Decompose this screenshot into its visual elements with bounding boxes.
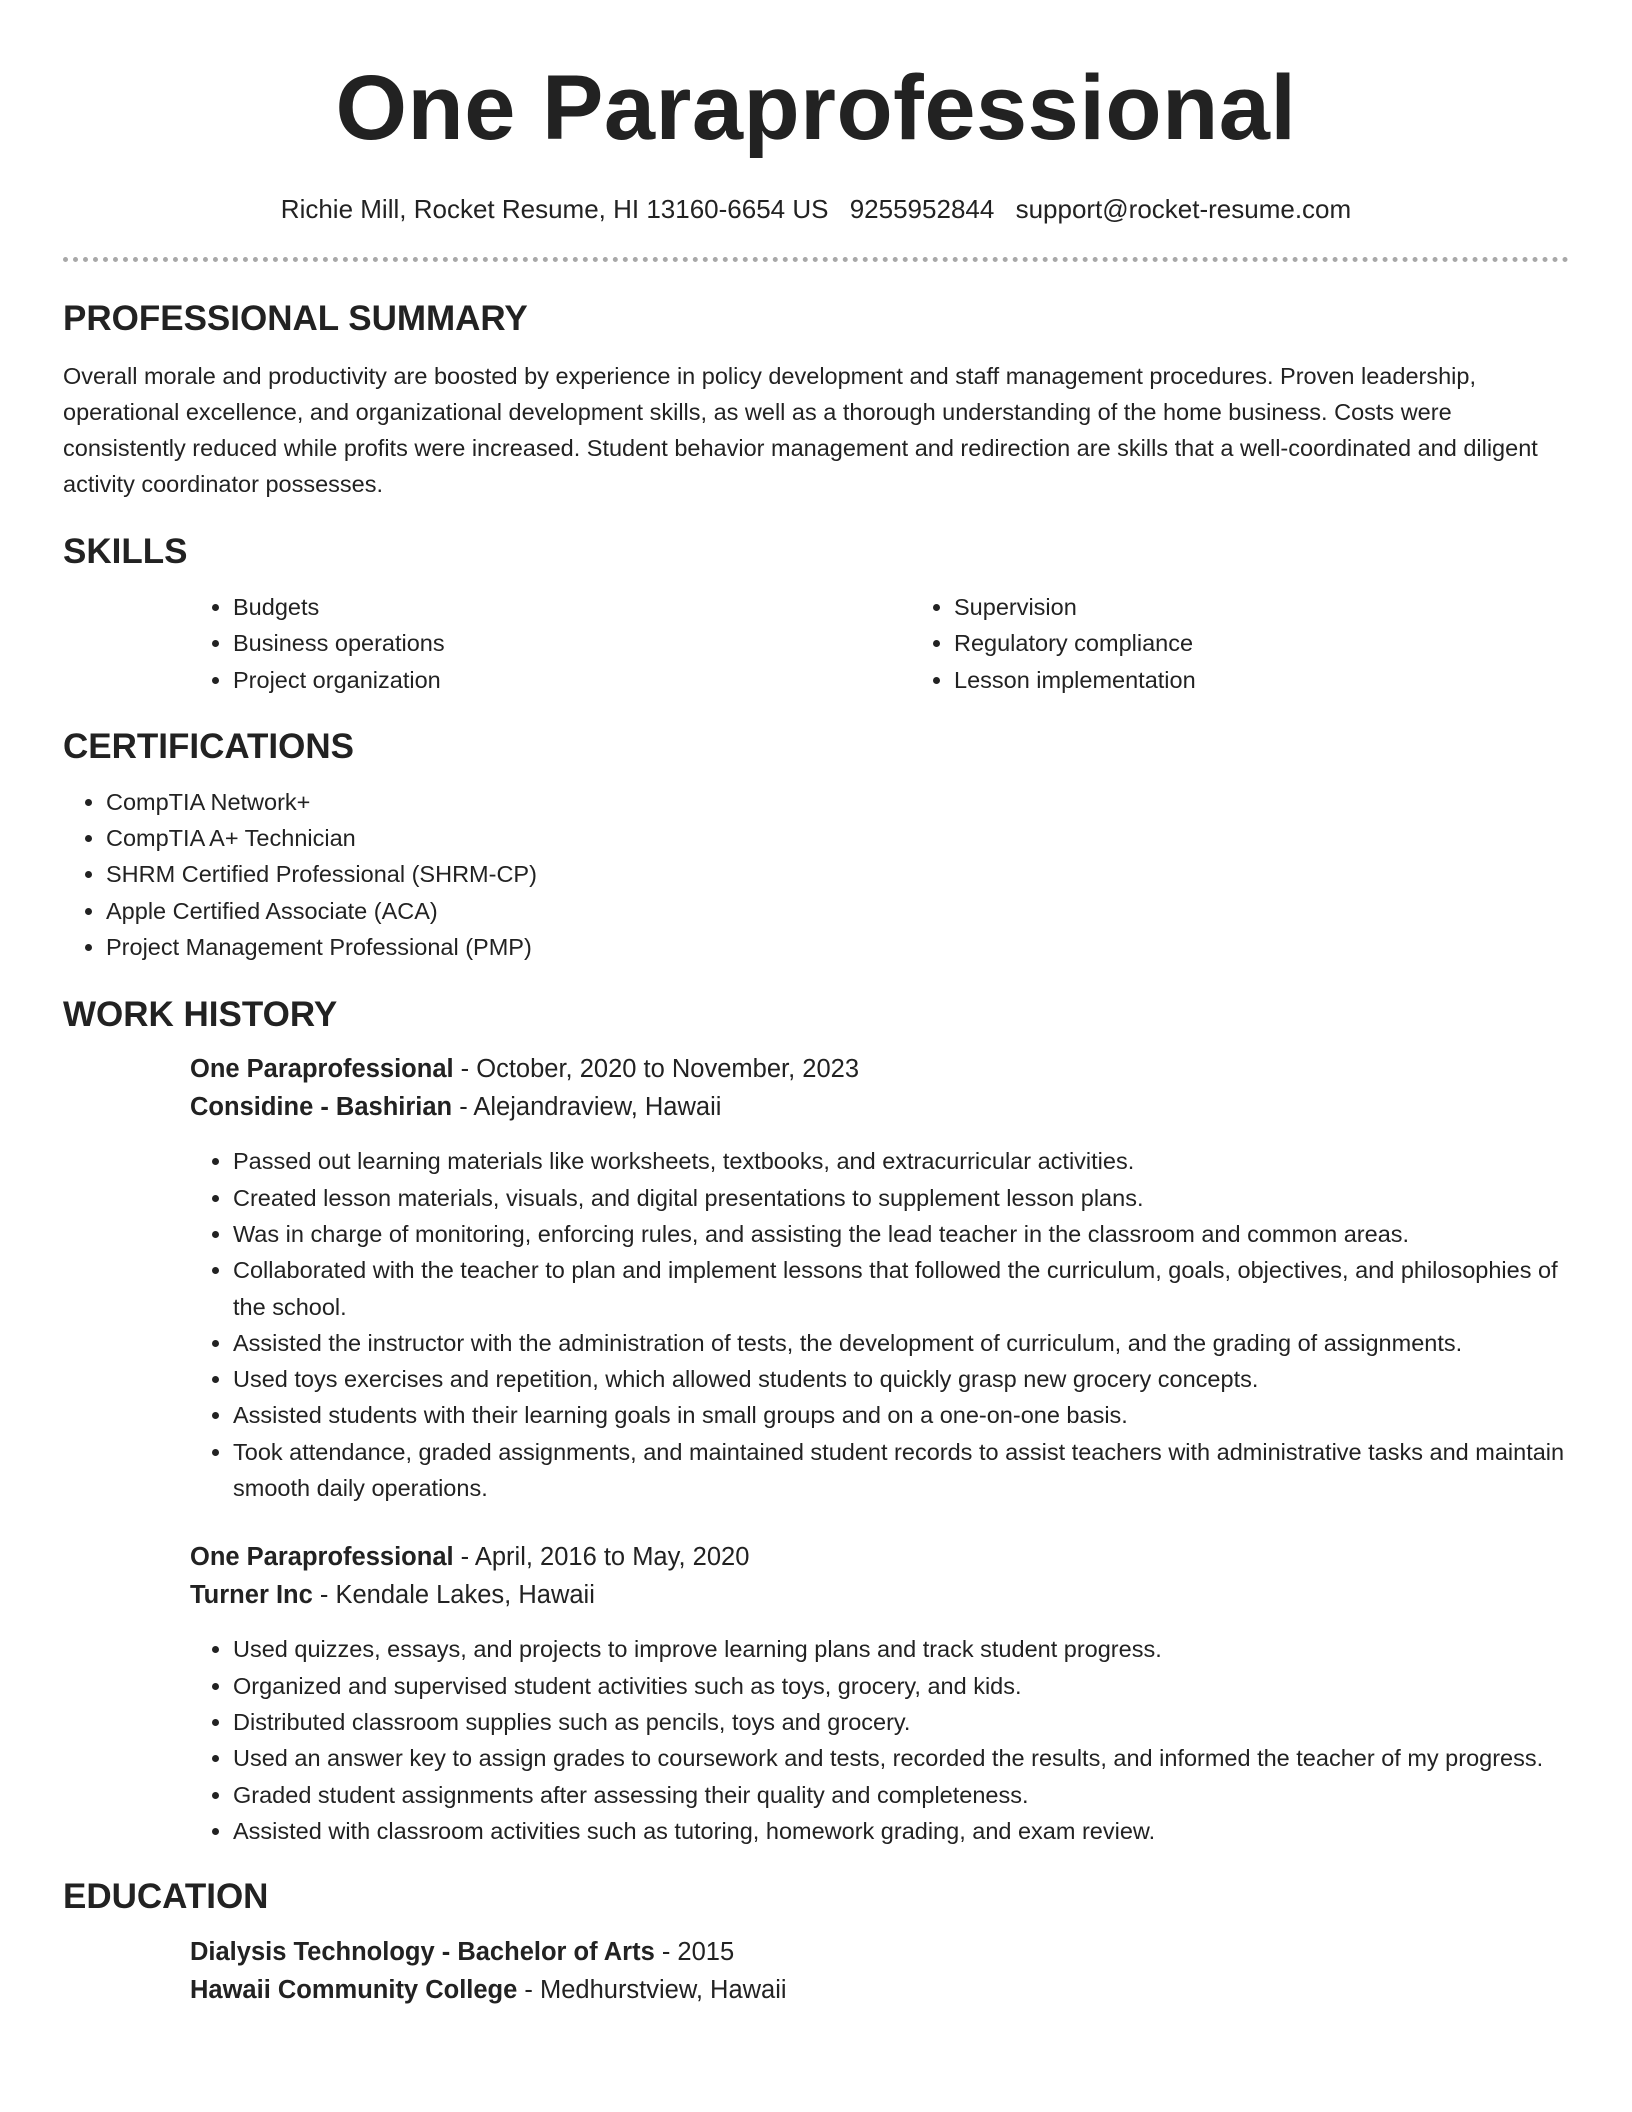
summary-section bbox=[63, 299, 1569, 502]
job-title-line bbox=[190, 1050, 1569, 1088]
job-company-line bbox=[190, 1576, 1569, 1614]
work-history-section bbox=[63, 995, 1569, 1849]
skill-item: • Business operations bbox=[233, 625, 911, 661]
job-company-line bbox=[190, 1088, 1569, 1126]
job-bullet: • Collaborated with the teacher to plan and implement lessons that followed the curriculum, goals, objectives, and philosophies of the school. bbox=[233, 1252, 1569, 1325]
certification-item: • CompTIA Network+ bbox=[106, 784, 1569, 820]
skills-right-list bbox=[911, 589, 1632, 698]
school-location: - Medhurstview, Hawaii bbox=[517, 1976, 787, 2005]
school-line bbox=[190, 1971, 1569, 2009]
job-company: Considine - Bashirian bbox=[190, 1093, 453, 1122]
phone: 9255952844 bbox=[849, 194, 995, 224]
job-bullet: • Created lesson materials, visuals, and digital presentations to supplement lesson plans. bbox=[233, 1180, 1569, 1216]
job-bullet: • Took attendance, graded assignments, and maintained student records to assist teachers with administrative tasks and maintain smooth daily operations. bbox=[233, 1434, 1569, 1507]
skills-grid bbox=[190, 589, 1569, 698]
skill-item: • Lesson implementation bbox=[954, 662, 1632, 698]
job-bullet: • Graded student assignments after assessing their quality and completeness. bbox=[233, 1777, 1569, 1813]
job-bullet: • Used an answer key to assign grades to coursework and tests, recorded the results, and informed the teacher of my progress. bbox=[233, 1740, 1569, 1776]
skill-item: • Regulatory compliance bbox=[954, 625, 1632, 661]
certification-item: • SHRM Certified Professional (SHRM-CP) bbox=[106, 856, 1569, 892]
school-name: Hawaii Community College bbox=[190, 1976, 518, 2005]
skill-item: • Supervision bbox=[954, 589, 1632, 625]
graduation-year: - 2015 bbox=[654, 1938, 735, 1967]
job-bullets bbox=[190, 1631, 1569, 1849]
job-bullets bbox=[190, 1143, 1569, 1506]
certifications-list bbox=[63, 784, 1569, 965]
job-bullet: • Distributed classroom supplies such as pencils, toys and grocery. bbox=[233, 1704, 1569, 1740]
certifications-title: CERTIFICATIONS bbox=[63, 726, 355, 766]
job-bullet: • Assisted with classroom activities such as tutoring, homework grading, and exam review. bbox=[233, 1813, 1569, 1849]
certifications-section bbox=[63, 727, 1569, 965]
job-company: Turner Inc bbox=[190, 1581, 313, 1610]
skills-title: SKILLS bbox=[63, 532, 188, 571]
email: support@rocket-resume.com bbox=[1015, 194, 1352, 224]
skill-item: • Budgets bbox=[233, 589, 911, 625]
contact-line bbox=[63, 194, 1569, 224]
job-title-line bbox=[190, 1538, 1569, 1576]
degree: Dialysis Technology - Bachelor of Arts bbox=[190, 1938, 655, 1967]
job-role: One Paraprofessional bbox=[190, 1543, 454, 1572]
degree-line bbox=[190, 1933, 1569, 1971]
job-location: - Kendale Lakes, Hawaii bbox=[312, 1581, 595, 1610]
job-entry bbox=[190, 1538, 1569, 1849]
job-dates: - October, 2020 to November, 2023 bbox=[453, 1055, 860, 1084]
job-dates: - April, 2016 to May, 2020 bbox=[453, 1543, 750, 1572]
summary-title: PROFESSIONAL SUMMARY bbox=[63, 299, 528, 338]
job-entry bbox=[190, 1050, 1569, 1506]
certification-item: • CompTIA A+ Technician bbox=[106, 820, 1569, 856]
certification-item: • Apple Certified Associate (ACA) bbox=[106, 893, 1569, 929]
skills-left-list bbox=[190, 589, 911, 698]
job-bullet: • Was in charge of monitoring, enforcing rules, and assisting the lead teacher in the classroom and common areas. bbox=[233, 1216, 1569, 1252]
address: Richie Mill, Rocket Resume, HI 13160-6654 US bbox=[280, 194, 829, 224]
certification-item: • Project Management Professional (PMP) bbox=[106, 929, 1569, 965]
skill-item: • Project organization bbox=[233, 662, 911, 698]
job-location: - Alejandraview, Hawaii bbox=[452, 1093, 722, 1122]
job-bullet: • Organized and supervised student activities such as toys, grocery, and kids. bbox=[233, 1668, 1569, 1704]
job-bullet: • Assisted the instructor with the administration of tests, the development of curriculum, and the grading of assignments. bbox=[233, 1325, 1569, 1361]
job-bullet: • Used toys exercises and repetition, which allowed students to quickly grasp new grocery concepts. bbox=[233, 1361, 1569, 1397]
job-bullet: • Passed out learning materials like worksheets, textbooks, and extracurricular activities. bbox=[233, 1143, 1569, 1179]
job-bullet: • Used quizzes, essays, and projects to improve learning plans and track student progress. bbox=[233, 1631, 1569, 1667]
skills-section bbox=[63, 532, 1569, 698]
education-title: EDUCATION bbox=[63, 1877, 269, 1917]
work-history-title: WORK HISTORY bbox=[63, 995, 338, 1035]
education-section bbox=[63, 1877, 1569, 2009]
summary-text: Overall morale and productivity are boosted by experience in policy development and staff management procedures. Proven leadership, operational excellence, and organizational development skills, as well as a thorough understanding of the home business. Costs were consistently reduced while profits were increased. Student behavior management and redirection are skills that a well-coordinated and diligent activity coordinator possesses. bbox=[63, 363, 1538, 497]
candidate-name: One Paraprofessional bbox=[335, 57, 1297, 159]
education-entry bbox=[190, 1933, 1569, 2009]
job-bullet: • Assisted students with their learning goals in small groups and on a one-on-one basis. bbox=[233, 1397, 1569, 1433]
header-divider bbox=[63, 257, 1569, 262]
job-role: One Paraprofessional bbox=[190, 1055, 454, 1084]
